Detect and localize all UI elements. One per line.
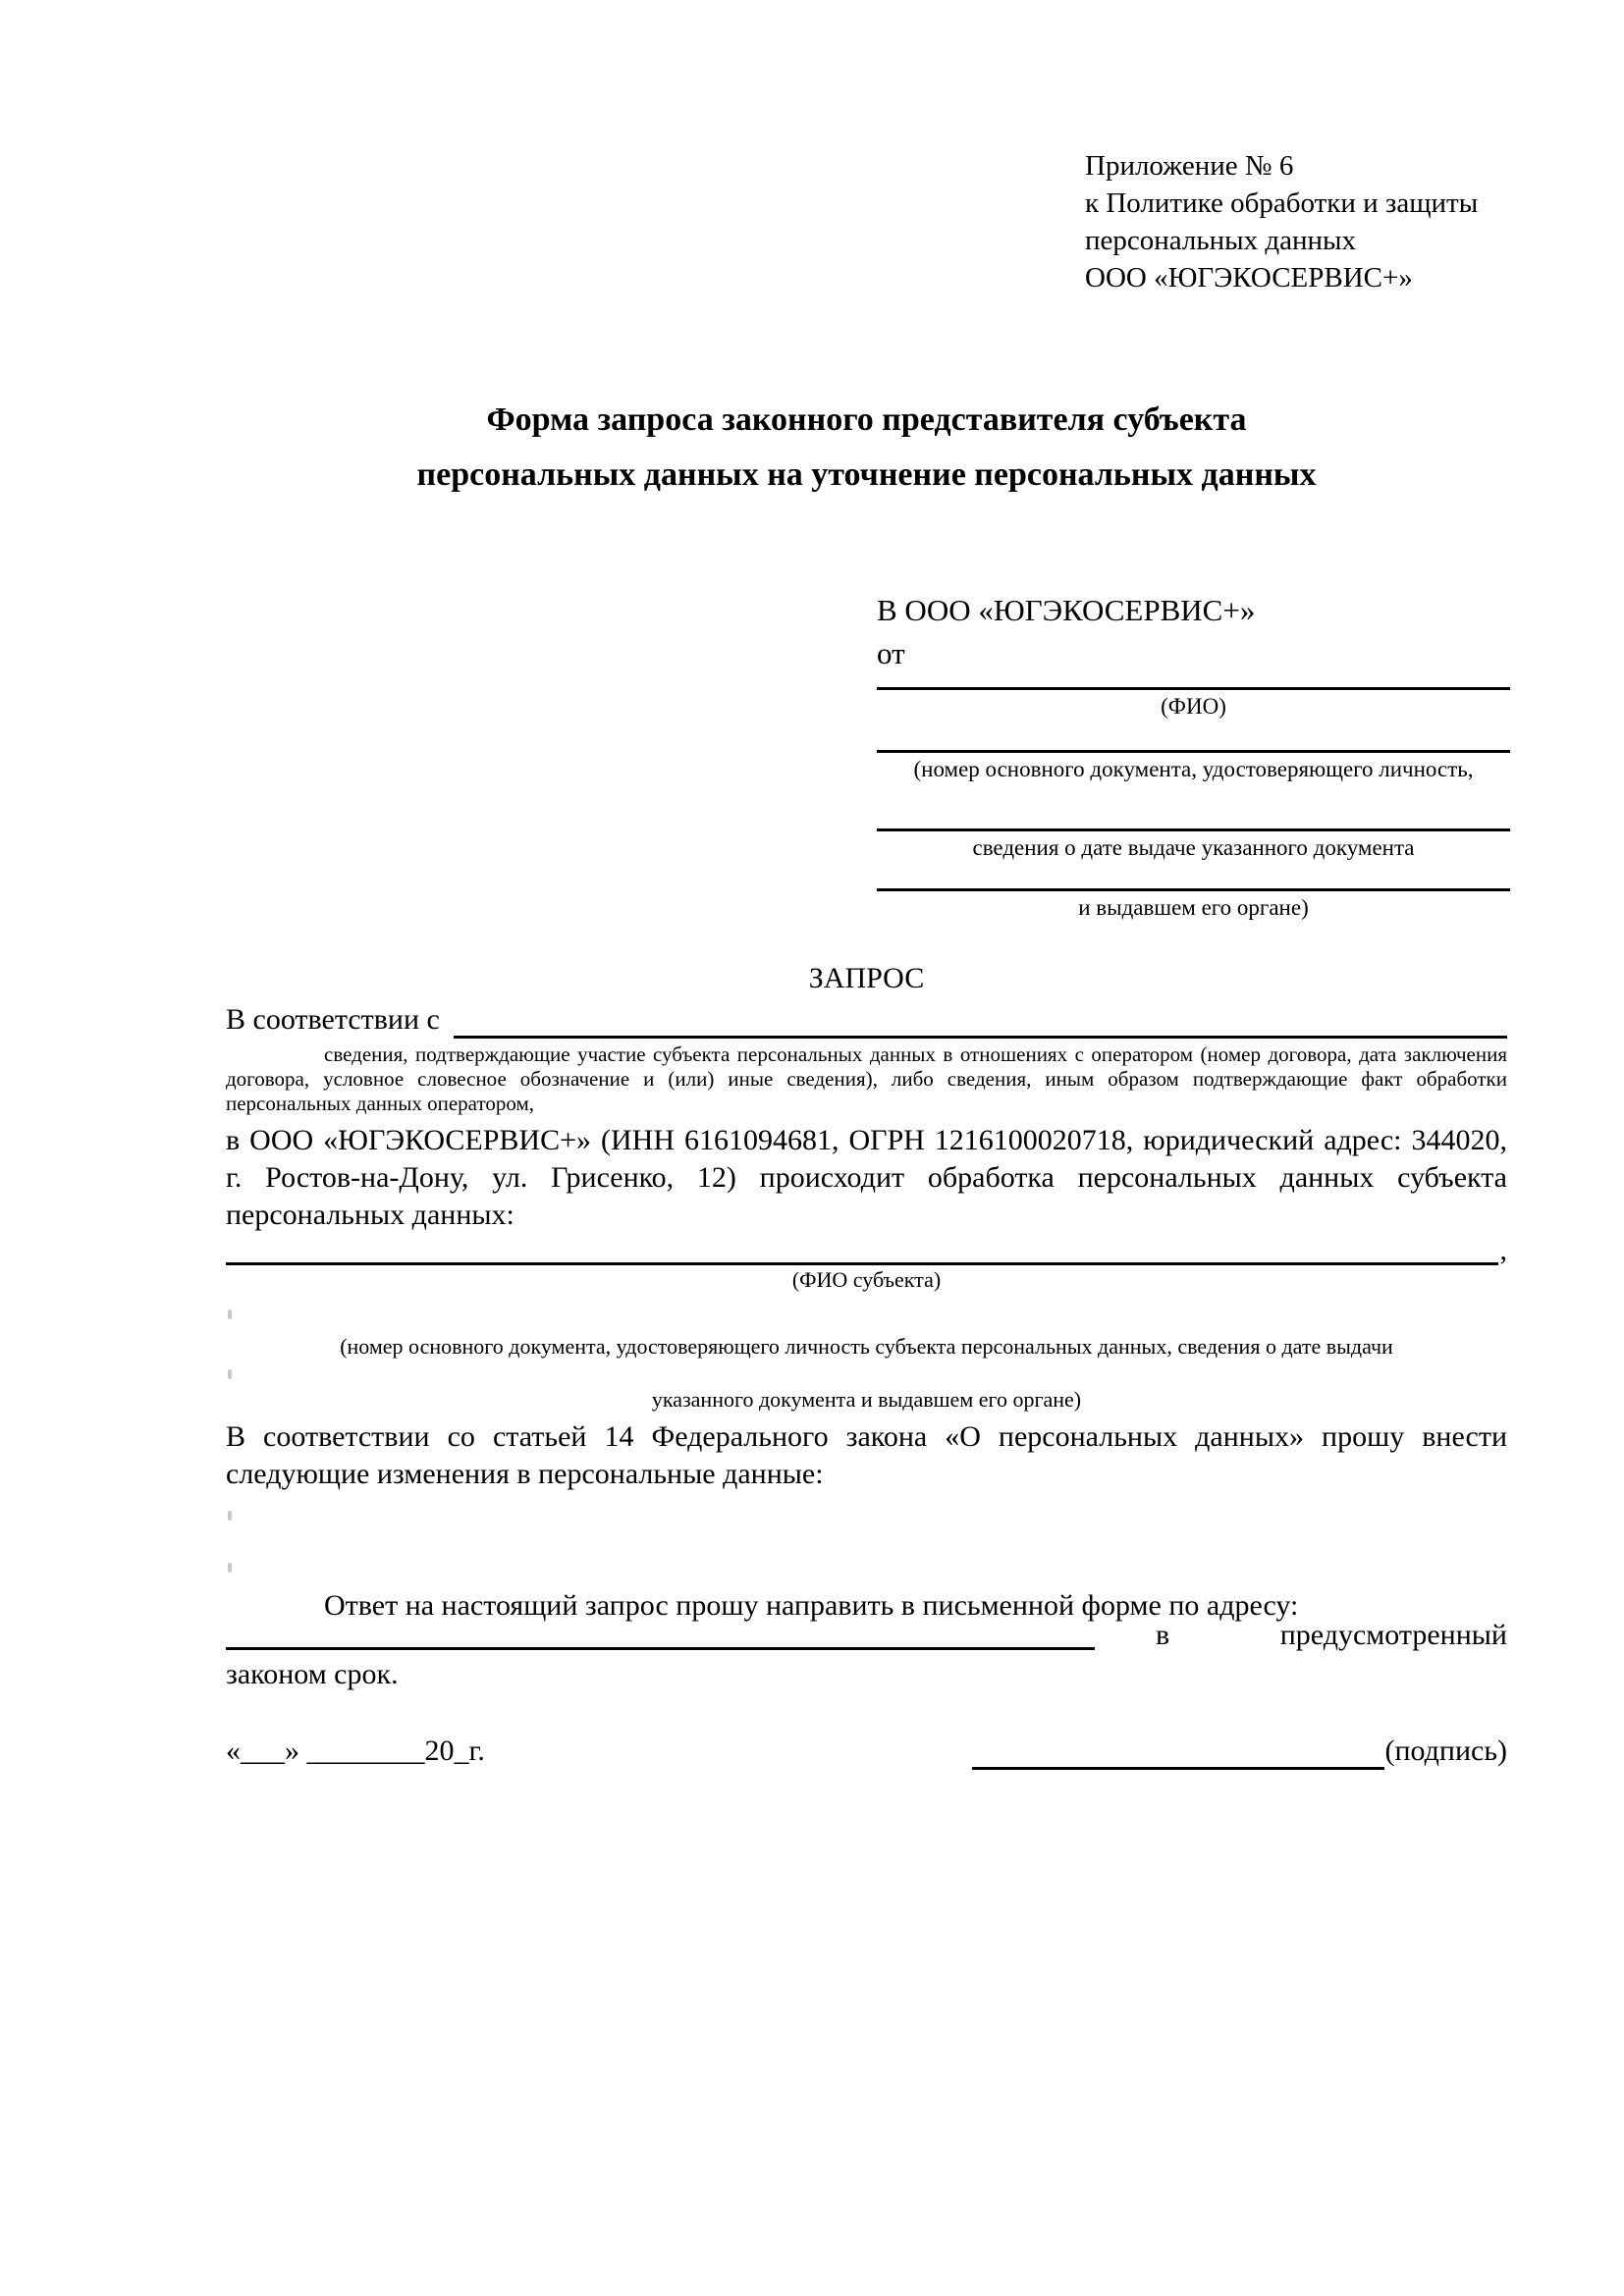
reply-paragraph: Ответ на настоящий запрос прошу направить в письменной форме по адресу: [324,1589,1299,1622]
reply-tail: законом срок. [226,1658,399,1690]
subject-fio-row [226,1234,1507,1265]
scan-artifact-mark [228,1511,232,1521]
signature-group [972,1733,1507,1770]
scan-artifact-mark [228,1563,232,1573]
fio-caption: (ФИО) [1161,694,1226,719]
signature-blank-line [972,1734,1384,1770]
issue-date-caption: сведения о дате выдаче указанного документа [972,835,1415,860]
scan-artifact-mark [228,1309,232,1319]
appendix-header-line-1: Приложение № 6 [1085,150,1294,182]
date-signature-row [226,1733,1507,1770]
document-title-line-2: персональных данных на уточнение персональных данных [416,456,1317,493]
in-accordance-label: В соответствии с [226,1003,440,1036]
appendix-header-line-2: к Политике обработки и защиты [1085,187,1479,219]
subject-document-caption-2: указанного документа и выдавшем его органе) [651,1387,1082,1412]
reply-word-v: в [1156,1619,1170,1651]
date-line: «___» ________20_г. [226,1735,485,1767]
addressee-block [877,589,1510,921]
subject-fio-line-comma: , [1499,1234,1507,1266]
issue-date-blank-line [877,782,1510,831]
scan-artifact-mark [228,1369,232,1379]
reply-word-predusmotrennyi: предусмотренный [1279,1619,1507,1651]
appendix-header-line-4: ООО «ЮГЭКОСЕРВИС+» [1085,262,1413,294]
subject-fio-blank-line [226,1262,1498,1265]
reply-address-blank-line [226,1647,1095,1650]
document-number-caption: (номер основного документа, удостоверяющего личность, [913,757,1474,781]
addressee-from-label: от [877,636,905,670]
request-body [226,957,1507,1770]
lead-footnote: сведения, подтверждающие участие субъекта персональных данных в отношениях с оператором (номер договора, дата заключения договора, условное словесное обозначение и (или) иные сведения), либо сведения, иным образом подтверждающие факт обработки персональных данных оператором, [226,1042,1507,1115]
appendix-header-line-3: персональных данных [1085,225,1357,256]
subject-document-caption-1: (номер основного документа, удостоверяющего личность субъекта персональных данных, сведения о дате выдачи [340,1334,1393,1359]
article-14-paragraph: В соответствии со статьей 14 Федерального закона «О персональных данных» прошу внести следующие изменения в персональные данные: [226,1420,1507,1490]
document-title-line-1: Форма запроса законного представителя субъекта [486,401,1247,438]
issuing-authority-blank-line [877,861,1510,891]
fio-blank-line [877,675,1510,690]
signature-caption: (подпись) [1384,1735,1507,1767]
reply-address-row [226,1619,1507,1651]
request-heading: ЗАПРОС [808,962,925,994]
appendix-header [1085,147,1537,296]
issuing-authority-caption: и выдавшем его органе) [1078,895,1309,920]
addressee-to: В ООО «ЮГЭКОСЕРВИС+» [877,593,1256,627]
in-accordance-row [226,1005,1507,1039]
operator-paragraph: в ООО «ЮГЭКОСЕРВИС+» (ИНН 6161094681, ОГРН 1216100020718, юридический адрес: 344020, г. Ростов-на-Дону, ул. Грисенко, 12) происходит обработка персональных данных субъекта персональных данных: [226,1124,1507,1231]
document-title [226,393,1507,503]
in-accordance-blank-line [454,1036,1507,1039]
document-number-blank-line [877,720,1510,753]
subject-fio-caption: (ФИО субъекта) [791,1267,942,1292]
